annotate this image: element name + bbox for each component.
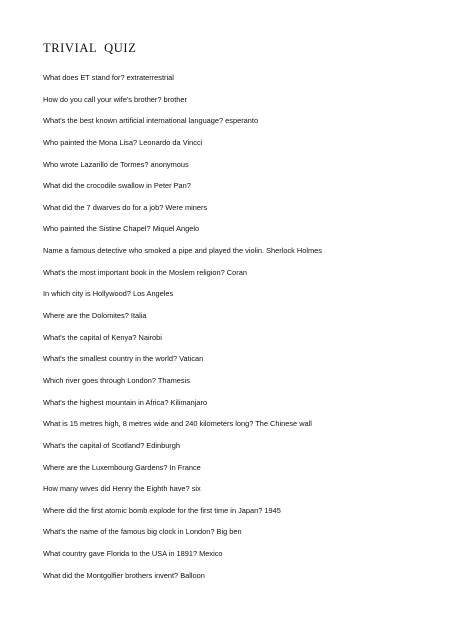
question-item: What's the smallest country in the world? Vatican [43,354,204,364]
question-item: Who painted the Sistine Chapel? Miquel Angelo [43,224,200,234]
question-item: What country gave Florida to the USA in 1891? Mexico [43,549,223,559]
question-item: What's the name of the famous big clock in London? Big ben [43,527,242,537]
question-item: What's the capital of Kenya? Nairobi [43,332,162,342]
question-item: Where did the first atomic bomb explode for the first time in Japan? 1945 [43,505,281,515]
question-item: What does ET stand for? extraterrestrial [43,73,174,82]
question-item: What's the highest mountain in Africa? Kilimanjaro [43,397,208,407]
question-item: What's the best known artificial international language? esperanto [43,116,259,126]
question-item: Which river goes through London? Thamesis [43,375,190,385]
question-list [43,73,322,592]
question-item: What did the crocodile swallow in Peter Pan? [43,181,191,191]
question-item: Where are the Dolomites? Italia [43,311,147,321]
question-item: Who painted the Mona Lisa? Leonardo da Vincci [43,137,203,147]
question-item: Who wrote Lazarillo de Tormes? anonymous [43,159,189,169]
question-item: What did the 7 dwarves do for a job? Were miners [43,202,208,212]
question-item: Where are the Luxembourg Gardens? In France [43,462,201,472]
question-item: What is 15 metres high, 8 metres wide and 240 kilometers long? The Chinese wall [43,419,312,429]
question-item: Name a famous detective who smoked a pipe and played the violin. Sherlock Holmes [43,246,322,256]
question-item: What's the capital of Scotland? Edinburgh [43,440,180,450]
question-item: What's the most important book in the Moslem religion? Coran [43,267,247,277]
question-item: How do you call your wife's brother? brother [43,94,187,104]
question-item: How many wives did Henry the Eighth have? six [43,484,201,494]
document-title: TRIVIAL QUIZ [43,41,137,55]
question-item: In which city is Hollywood? Los Angeles [43,289,174,299]
question-item: What did the Montgolfier brothers invent? Balloon [43,570,205,580]
